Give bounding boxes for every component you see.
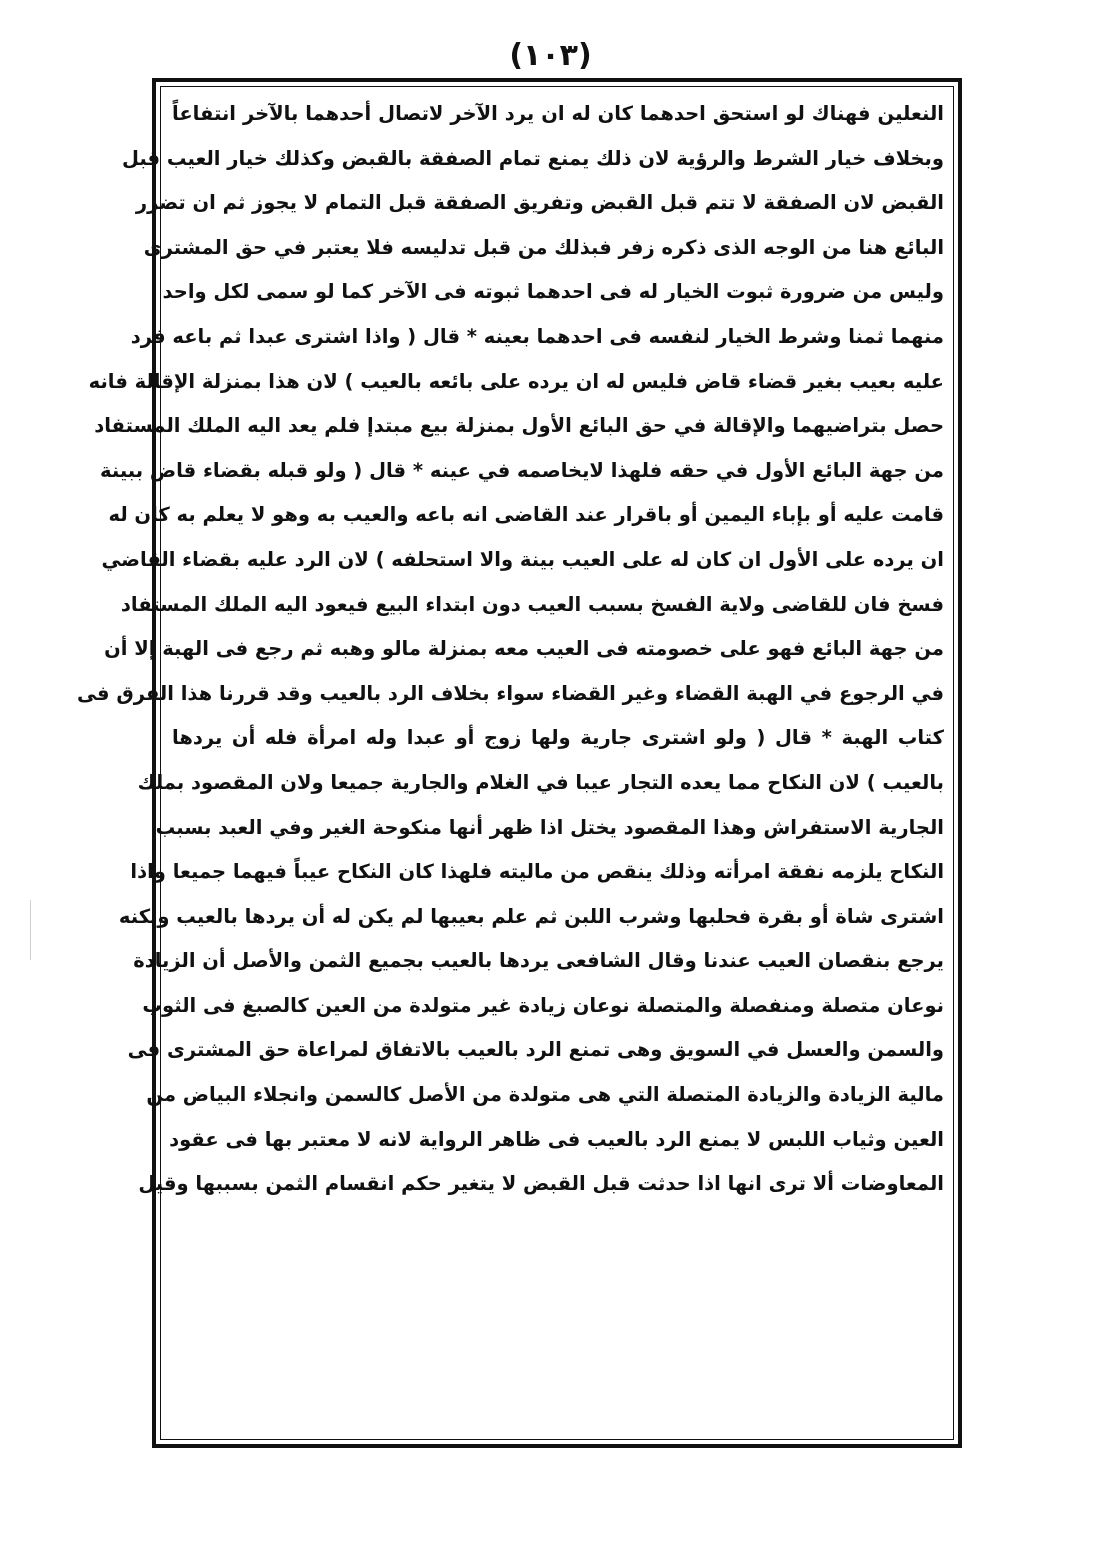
text-line: نوعان متصلة ومنفصلة والمتصلة نوعان زيادة غير متولدة من العين كالصبغ فى الثوب — [142, 993, 944, 1017]
page-text-body — [77, 92, 944, 1432]
text-line: بالعيب ) لان النكاح مما يعده التجار عيبا في الغلام والجارية جميعا ولان المقصود بملك — [137, 770, 944, 794]
text-line: القبض لان الصفقة لا تتم قبل القبض وتفريق الصفقة قبل التمام لا يجوز ثم ان تضرر — [135, 191, 944, 215]
text-line: حصل بتراضيهما والإقالة في حق البائع الأول بمنزلة بيع مبتدإ فلم يعد اليه الملك المستفاد — [94, 414, 944, 438]
text-line: في الرجوع في الهبة القضاء وغير القضاء سواء بخلاف الرد بالعيب وقد قررنا هذا الفرق فى — [77, 681, 944, 705]
text-line: قامت عليه أو بإباء اليمين أو باقرار عند القاضى انه باعه والعيب به وهو لا يعلم به كان له — [108, 503, 944, 527]
text-line: منهما ثمنا وشرط الخيار لنفسه فى احدهما بعينه * قال ( واذا اشترى عبدا ثم باعه فرد — [130, 324, 944, 348]
text-line: الجارية الاستفراش وهذا المقصود يختل اذا ظهر أنها منكوحة الغير وفي العبد بسبب — [155, 815, 944, 839]
text-line: من جهة البائع فهو على خصومته فى العيب معه بمنزلة مالو وهبه ثم رجع فى الهبة إلا أن — [104, 637, 944, 661]
text-line: يرجع بنقصان العيب عندنا وقال الشافعى يردها بالعيب بجميع الثمن والأصل أن الزيادة — [133, 949, 944, 973]
text-line: من جهة البائع الأول في حقه فلهذا لايخاصمه في عينه * قال ( ولو قبله بقضاء قاض ببينة — [100, 458, 944, 482]
text-line: المعاوضات ألا ترى انها اذا حدثت قبل القبض لا يتغير حكم انقسام الثمن بسببها وقيل — [138, 1172, 944, 1196]
text-line: وليس من ضرورة ثبوت الخيار له فى احدهما ثبوته فى الآخر كما لو سمى لكل واحد — [162, 280, 944, 304]
page-number: (١٠٣) — [509, 38, 592, 73]
text-line: النكاح يلزمه نفقة امرأته وذلك ينقص من ماليته فلهذا كان النكاح عيباً فيهما جميعا واذا — [130, 860, 944, 884]
text-line: والسمن والعسل في السويق وهى تمنع الرد بالعيب بالاتفاق لمراعاة حق المشترى فى — [127, 1038, 944, 1062]
scan-edge-mark — [30, 900, 31, 960]
text-line: عليه بعيب بغير قضاء قاض فليس له ان يرده على بائعه بالعيب ) لان هذا بمنزلة الإقالة فانه — [88, 369, 944, 393]
text-line: كتاب الهبة * قال ( ولو اشترى جارية ولها زوج أو عبدا وله امرأة فله أن يردها — [172, 726, 944, 750]
text-line: البائع هنا من الوجه الذى ذكره زفر فبذلك من قبل تدليسه فلا يعتبر في حق المشترى — [143, 235, 944, 259]
text-line: وبخلاف خيار الشرط والرؤية لان ذلك يمنع تمام الصفقة بالقبض وكذلك خيار العيب قبل — [121, 146, 944, 170]
text-line: اشترى شاة أو بقرة فحلبها وشرب اللبن ثم علم بعيبها لم يكن له أن يردها بالعيب ولكنه — [118, 904, 944, 928]
text-line: مالية الزيادة والزيادة المتصلة التي هى متولدة من الأصل كالسمن وانجلاء البياض من — [146, 1083, 944, 1107]
text-line: النعلين فهناك لو استحق احدهما كان له ان يرد الآخر لاتصال أحدهما بالآخر انتفاعاً — [172, 102, 944, 125]
text-line: فسخ فان للقاضى ولاية الفسخ بسبب العيب دون ابتداء البيع فيعود اليه الملك المستفاد — [120, 592, 944, 616]
text-line: العين وثياب اللبس لا يمنع الرد بالعيب فى ظاهر الرواية لانه لا معتبر بها فى عقود — [169, 1127, 944, 1151]
text-line: ان يرده على الأول ان كان له على العيب بينة والا استحلفه ) لان الرد عليه بقضاء القاضي — [101, 547, 944, 571]
